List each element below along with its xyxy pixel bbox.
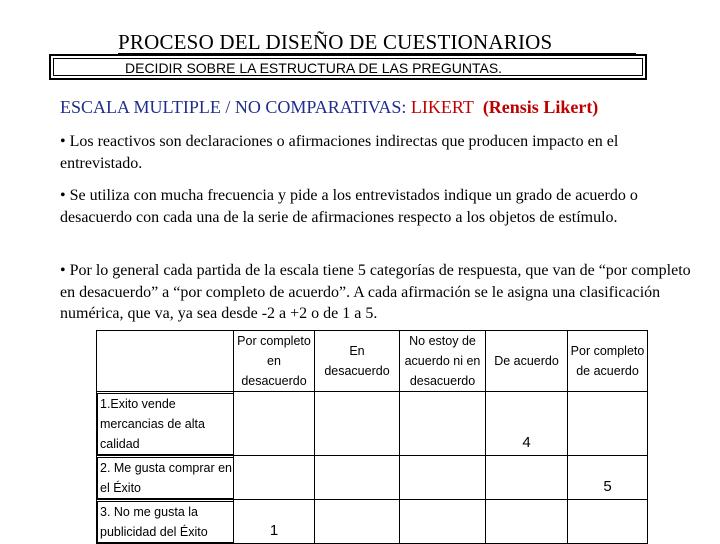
- table-cell: [486, 456, 568, 500]
- scale-likert: LIKERT: [410, 97, 474, 117]
- bullet-1: • Los reactivos son declaraciones o afirmaciones indirectas que producen impacto en el entrevistado.: [60, 133, 619, 172]
- table-cell: [400, 392, 486, 456]
- table-cell: [234, 456, 315, 500]
- scale-prefix: ESCALA MULTIPLE / NO COMPARATIVAS:: [60, 97, 411, 117]
- table-row: [97, 392, 648, 456]
- table-cell: 5: [568, 456, 648, 500]
- table-cell: [568, 392, 648, 456]
- subtitle-box: [49, 54, 647, 80]
- row-label-text: 3. No me gusta la publicidad del Éxito: [97, 501, 234, 543]
- table-cell: [315, 392, 400, 456]
- table-header-row: [97, 331, 648, 392]
- table-row: [97, 456, 648, 500]
- row-label: [97, 392, 234, 456]
- table-cell: [486, 500, 568, 544]
- table-cell: [400, 456, 486, 500]
- row-label: [97, 500, 234, 544]
- table-cell: 1: [234, 500, 315, 544]
- table-cell: [315, 500, 400, 544]
- table-corner: [97, 331, 234, 392]
- bullet-3: • Por lo general cada partida de la escala tiene 5 categorías de respuesta, que van de “por completo en desacuerdo” a “por completo de acuerdo”. A cada afirmación se le asigna una clasificación numérica, que va, ya sea desde -2 a +2 o de 1 a 5.: [60, 262, 691, 322]
- header-cell: Por completo de acuerdo: [568, 331, 648, 392]
- page-title: PROCESO DEL DISEÑO DE CUESTIONARIOS: [118, 30, 553, 54]
- table-cell: [568, 500, 648, 544]
- row-label-text: 2. Me gusta comprar en el Éxito: [97, 457, 234, 499]
- table-cell: [400, 500, 486, 544]
- header-cell: En desacuerdo: [315, 331, 400, 392]
- subtitle-text: DECIDIR SOBRE LA ESTRUCTURA DE LAS PREGUNTAS.: [125, 60, 503, 76]
- likert-table: [96, 330, 648, 544]
- scale-heading: [60, 97, 700, 118]
- table-cell: 4: [486, 392, 568, 456]
- row-label-text: 1.Exito vende mercancias de alta calidad: [97, 393, 234, 455]
- header-cell: Por completo en desacuerdo: [234, 331, 315, 392]
- header-cell: No estoy de acuerdo ni en desacuerdo: [400, 331, 486, 392]
- table-cell: [234, 392, 315, 456]
- row-label: [97, 456, 234, 500]
- header-cell: De acuerdo: [486, 331, 568, 392]
- scale-author: (Rensis Likert): [482, 97, 599, 117]
- table-cell: [315, 456, 400, 500]
- bullet-2: • Se utiliza con mucha frecuencia y pide a los entrevistados indique un grado de acuerdo o desacuerdo con cada una de la serie de afirmaciones respecto a los objetos de estímulo.: [60, 187, 638, 226]
- table-row: [97, 500, 648, 544]
